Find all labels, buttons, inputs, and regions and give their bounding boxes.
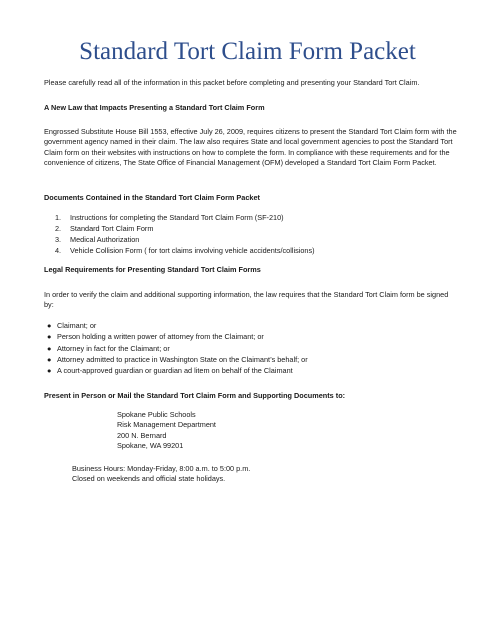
list-item — [47, 343, 308, 354]
signer-list — [47, 320, 308, 376]
bullet-icon: ● — [47, 343, 52, 353]
address-line: Risk Management Department — [117, 420, 216, 430]
bullet-icon: ● — [47, 321, 52, 330]
list-number: 1. — [55, 213, 62, 222]
list-item — [55, 245, 315, 256]
list-item — [47, 354, 308, 365]
list-item-text: Standard Tort Claim Form — [70, 224, 154, 233]
intro-paragraph: Please carefully read all of the information in this packet before completing and presenting your Standard Tort Claim. — [44, 78, 420, 87]
section-heading-new-law: A New Law that Impacts Presenting a Standard Tort Claim Form — [44, 103, 265, 112]
list-item — [55, 234, 315, 245]
list-item-text: Instructions for completing the Standard Tort Claim Form (SF-210) — [70, 213, 284, 222]
new-law-paragraph: Engrossed Substitute House Bill 1553, effective July 26, 2009, requires citizens to present the Standard Tort Claim form with the government agency named in their claim. The law also requires State and local government agencies to post the Standard Tort Claim form on their websites with instructions on how to complete the form. In compliance with these requirements and for the convenience of citizens, The State Office of Financial Management (OFM) developed a Standard Tort Claim Form Packet. — [44, 127, 457, 168]
list-item-text: Vehicle Collision Form ( for tort claims involving vehicle accidents/collisions) — [70, 246, 315, 255]
hours-line: Business Hours: Monday-Friday, 8:00 a.m. to 5:00 p.m. — [72, 464, 251, 473]
list-item-text: A court-approved guardian or guardian ad litem on behalf of the Claimant — [57, 366, 293, 376]
list-number: 3. — [55, 235, 62, 244]
hours-line: Closed on weekends and official state holidays. — [72, 474, 226, 484]
list-item-text: Claimant; or — [57, 321, 97, 330]
list-item-text: Medical Authorization — [70, 235, 140, 244]
list-number: 4. — [55, 246, 62, 255]
business-hours — [72, 464, 250, 485]
section-heading-present-or-mail: Present in Person or Mail the Standard Tort Claim Form and Supporting Documents to: — [44, 391, 346, 400]
bullet-icon: ● — [47, 366, 52, 376]
list-item — [55, 212, 315, 223]
list-number: 2. — [55, 224, 62, 233]
address-line: Spokane Public Schools — [117, 410, 196, 419]
list-item — [55, 223, 315, 234]
list-item — [47, 320, 308, 331]
list-item-text: Person holding a written power of attorney from the Claimant; or — [57, 332, 264, 342]
section-heading-legal-requirements: Legal Requirements for Presenting Standard Tort Claim Forms — [44, 265, 261, 274]
address-line: 200 N. Bernard — [117, 430, 167, 440]
bullet-icon: ● — [47, 354, 52, 364]
page-title: Standard Tort Claim Form Packet — [79, 38, 416, 65]
legal-requirements-paragraph: In order to verify the claim and additional supporting information, the law requires that the Standard Tort Claim form be signed by: — [44, 290, 449, 310]
list-item-text: Attorney in fact for the Claimant; or — [57, 343, 170, 353]
section-heading-documents: Documents Contained in the Standard Tort Claim Form Packet — [44, 193, 260, 202]
bullet-icon: ● — [47, 332, 52, 342]
list-item — [47, 365, 308, 376]
mailing-address — [117, 410, 216, 452]
list-item-text: Attorney admitted to practice in Washington State on the Claimant’s behalf; or — [57, 354, 308, 364]
list-item — [47, 331, 308, 342]
documents-list — [55, 212, 315, 256]
address-line: Spokane, WA 99201 — [117, 441, 184, 451]
